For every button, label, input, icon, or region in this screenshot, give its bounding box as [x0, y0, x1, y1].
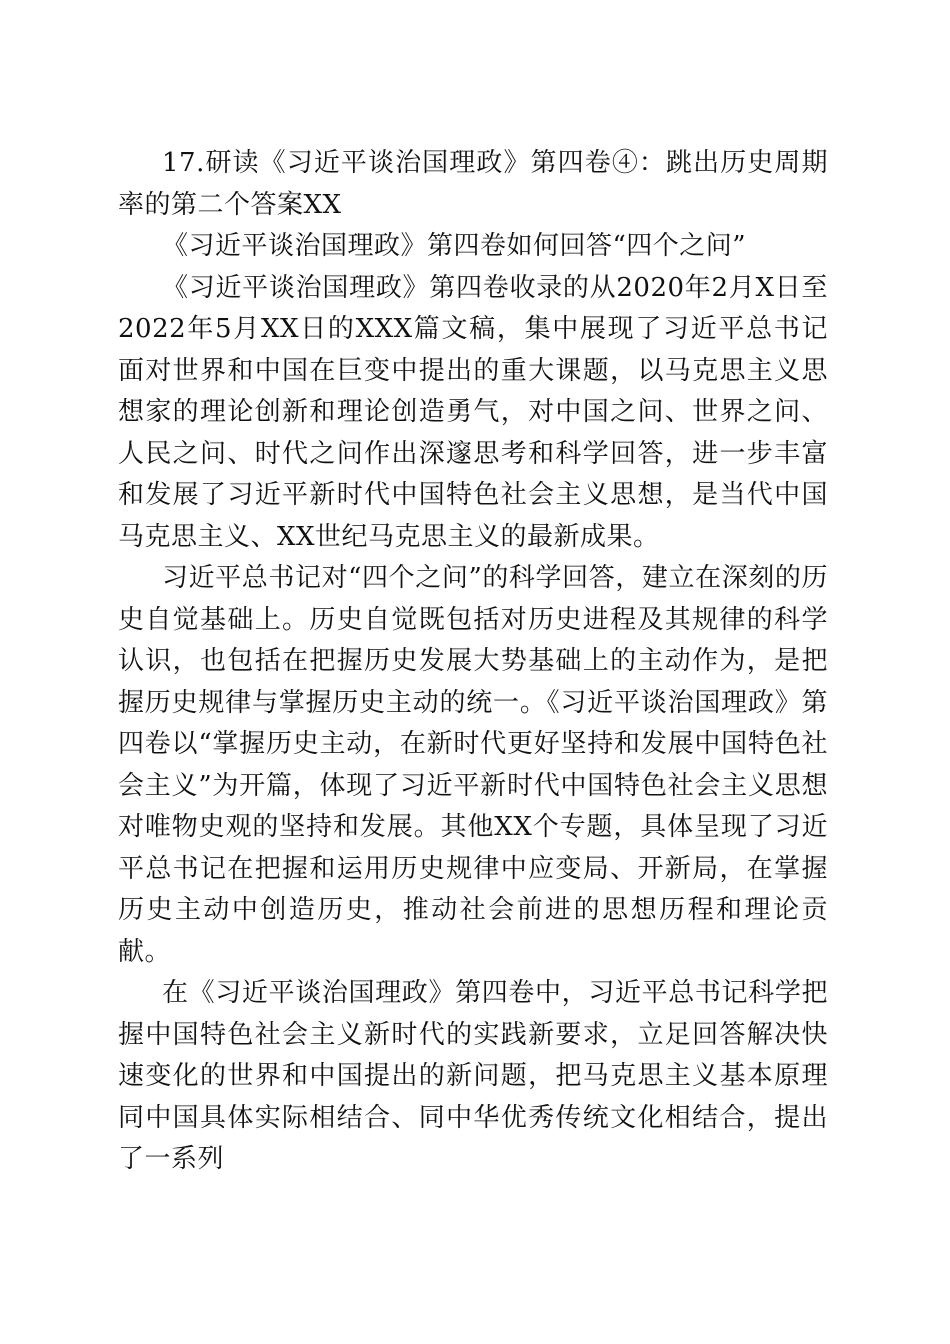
paragraph-3: 在《习近平谈治国理政》第四卷中，习近平总书记科学把握中国特色社会主义新时代的实践新要求，立足回答解决快速变化的世界和中国提出的新问题，把马克思主义基本原理同中国具体实际相结合、同中华优秀传统文化相结合，提出了一系列 [118, 978, 828, 1174]
document-body [118, 143, 828, 1181]
document-subtitle: 《习近平谈治国理政》第四卷如何回答“四个之问” [162, 231, 747, 261]
paragraph-2: 习近平总书记对“四个之问”的科学回答，建立在深刻的历史自觉基础上。历史自觉既包括对历史进程及其规律的科学认识，也包括在把握历史发展大势基础上的主动作为，是把握历史规律与掌握历史主动的统一。《习近平谈治国理政》第四卷以“掌握历史主动，在新时代更好坚持和发展中国特色社会主义”为开篇，体现了习近平新时代中国特色社会主义思想对唯物史观的坚持和发展。其他XX个专题，具体呈现了习近平总书记在把握和运用历史规律中应变局、开新局，在掌握历史主动中创造历史，推动社会前进的思想历程和理论贡献。 [118, 563, 828, 967]
paragraph-1: 《习近平谈治国理政》第四卷收录的从2020年2月X日至2022年5月XX日的XXX篇文稿，集中展现了习近平总书记面对世界和中国在巨变中提出的重大课题，以马克思主义思想家的理论创新和理论创造勇气，对中国之问、世界之问、人民之问、时代之问作出深邃思考和科学回答，进一步丰富和发展了习近平新时代中国特色社会主义思想，是当代中国马克思主义、XX世纪马克思主义的最新成果。 [118, 272, 828, 552]
document-title: 17.研读《习近平谈治国理政》第四卷④：跳出历史周期率的第二个答案XX [118, 148, 828, 220]
